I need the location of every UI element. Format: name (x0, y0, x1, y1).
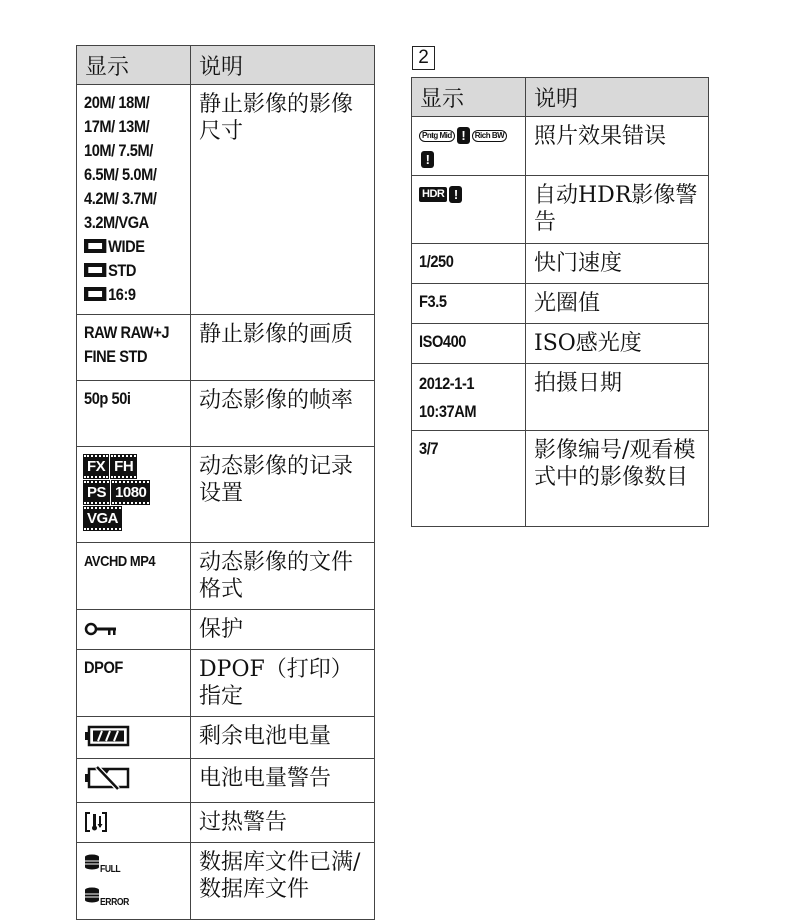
display-cell (77, 803, 191, 843)
record-1080-icon: 1080 (112, 481, 149, 504)
database-error-icon: ERROR (84, 882, 134, 915)
display-cell: 2012-1-1 10:37AM (412, 364, 526, 431)
table-row (77, 717, 375, 759)
record-fx-icon: FX (84, 455, 108, 478)
header-display: 显示 (77, 46, 191, 85)
table-row (77, 447, 375, 543)
aspect-16-9-icon (84, 287, 106, 301)
display-cell: 50p 50i (77, 381, 191, 447)
header-display: 显示 (412, 78, 526, 117)
table-row (77, 843, 375, 920)
battery-warning-icon (84, 765, 130, 791)
description-cell: 静止影像的画质 (191, 315, 375, 381)
description-cell: 保护 (191, 610, 375, 650)
display-cell: F3.5 (412, 284, 526, 324)
display-cell: RAW RAW+J FINE STD (77, 315, 191, 381)
table-row (412, 324, 709, 364)
description-cell: DPOF（打印）指定 (191, 650, 375, 717)
table-row (412, 117, 709, 176)
display-cell (77, 717, 191, 759)
picture-effect-pntg-icon: Pntg Mid (419, 130, 455, 142)
panorama-std-icon (84, 263, 106, 277)
description-cell: 动态影像的帧率 (191, 381, 375, 447)
record-vga-icon: VGA (84, 507, 121, 530)
warning-icon: ! (457, 127, 470, 144)
table-row (77, 315, 375, 381)
display-cell (77, 85, 191, 315)
indicator-table-2 (411, 77, 709, 527)
description-cell: 光圈值 (526, 284, 709, 324)
section-number: 2 (412, 46, 435, 70)
hdr-icon: HDR (419, 187, 447, 202)
display-cell: 3/7 (412, 431, 526, 527)
table-row (77, 803, 375, 843)
indicator-table-1 (76, 45, 375, 920)
display-cell: 1/250 (412, 244, 526, 284)
key-icon (84, 620, 118, 638)
display-cell: ISO400 (412, 324, 526, 364)
table-row (412, 244, 709, 284)
description-cell: ISO感光度 (526, 324, 709, 364)
table-row (77, 543, 375, 610)
description-cell: 数据库文件已满/数据库文件 (191, 843, 375, 920)
image-size-values: 20M/ 18M/ 17M/ 13M/ 10M/ 7.5M/ 6.5M/ 5.0M/ 4.2M/ 3.7M/ 3.2M/VGA WIDE STD 16:9 (84, 93, 157, 304)
description-cell: 拍摄日期 (526, 364, 709, 431)
header-description: 说明 (526, 78, 709, 117)
display-cell: AVCHD MP4 (77, 543, 191, 610)
record-ps-icon: PS (84, 481, 109, 504)
table-row (77, 759, 375, 803)
display-cell (77, 843, 191, 920)
table-row (412, 284, 709, 324)
table-row (412, 364, 709, 431)
table-row (77, 610, 375, 650)
table-row (77, 650, 375, 717)
display-cell (412, 117, 526, 176)
database-full-icon: FULL (84, 849, 124, 882)
display-cell (77, 447, 191, 543)
header-description: 说明 (191, 46, 375, 85)
display-cell (412, 176, 526, 244)
table-header (77, 46, 375, 85)
table-row (412, 176, 709, 244)
warning-icon: ! (449, 186, 462, 203)
description-cell: 自动HDR影像警告 (526, 176, 709, 244)
description-cell: 剩余电池电量 (191, 717, 375, 759)
description-cell: 电池电量警告 (191, 759, 375, 803)
record-fh-icon: FH (111, 455, 136, 478)
description-cell: 静止影像的影像尺寸 (191, 85, 375, 315)
description-cell: 动态影像的记录设置 (191, 447, 375, 543)
table-row (77, 85, 375, 315)
table-header (412, 78, 709, 117)
description-cell: 过热警告 (191, 803, 375, 843)
description-cell: 照片效果错误 (526, 117, 709, 176)
panorama-wide-icon (84, 239, 106, 253)
table-row (77, 381, 375, 447)
display-cell (77, 610, 191, 650)
description-cell: 快门速度 (526, 244, 709, 284)
display-cell: DPOF (77, 650, 191, 717)
warning-icon: ! (421, 151, 434, 168)
battery-icon (84, 725, 130, 747)
description-cell: 动态影像的文件格式 (191, 543, 375, 610)
display-cell (77, 759, 191, 803)
overheat-icon (84, 811, 108, 833)
picture-effect-rich-bw-icon: Rich BW (472, 130, 507, 142)
description-cell: 影像编号/观看模式中的影像数目 (526, 431, 709, 527)
table-row (412, 431, 709, 527)
